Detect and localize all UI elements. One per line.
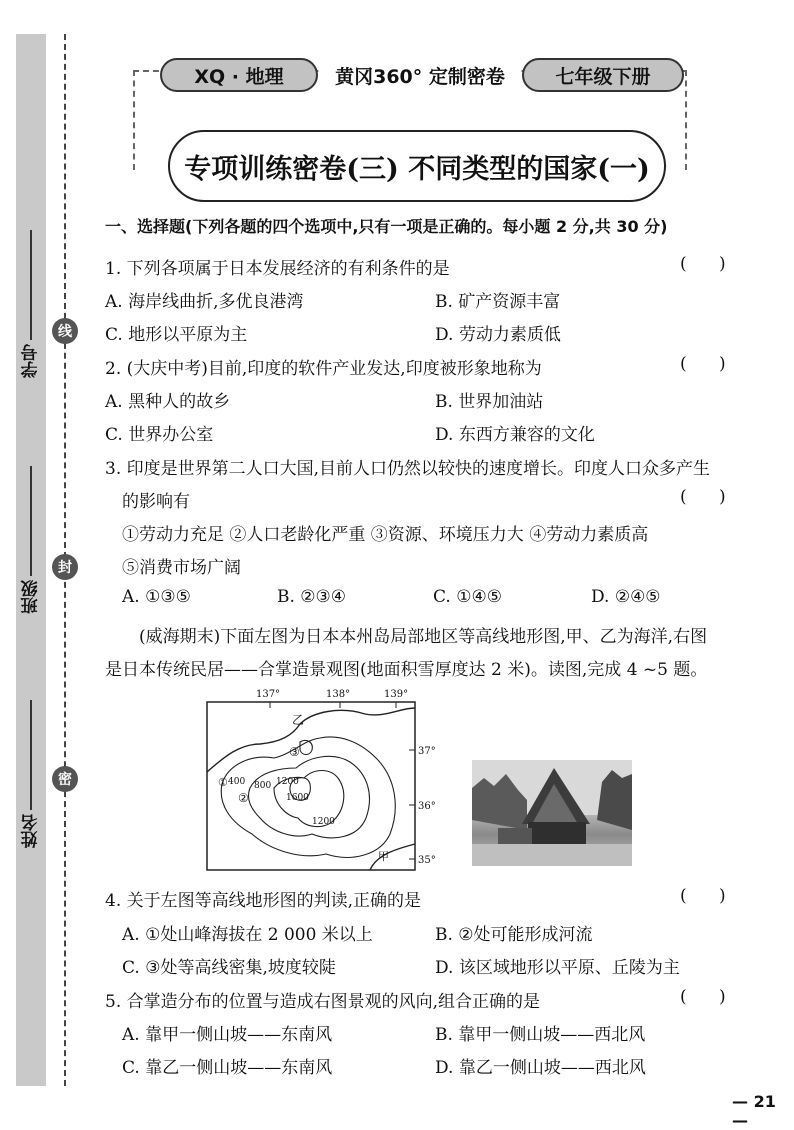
lon-label-138: 138° xyxy=(326,689,351,700)
q5-option-a: A. 靠甲一侧山坡——东南风 xyxy=(122,1025,333,1045)
seal-char-line: 线 xyxy=(52,318,78,344)
lat-label-35: 35° xyxy=(418,855,436,866)
q4-option-c: C. ③处等高线密集,坡度较陡 xyxy=(122,958,336,978)
q3-items-line1: ①劳动力充足 ②人口老龄化严重 ③资源、环境压力大 ④劳动力素质高 xyxy=(122,525,649,545)
contour-label-800: 800 xyxy=(254,781,272,791)
subject-tag: XQ · 地理 xyxy=(160,58,318,92)
lat-label-37: 37° xyxy=(418,746,436,757)
class-line xyxy=(30,466,32,576)
q3-option-d: D. ②④⑤ xyxy=(591,587,661,607)
class-label: 班级 xyxy=(21,580,42,614)
sea-label-yi: 乙 xyxy=(292,713,305,727)
lat-label-36: 36° xyxy=(418,801,436,812)
q1-option-d: D. 劳动力素质低 xyxy=(435,325,561,345)
intro-line2: 是日本传统民居——合掌造景观图(地面积雪厚度达 2 米)。读图,完成 4 ~5 题。 xyxy=(105,660,708,680)
q1-option-b: B. 矿产资源丰富 xyxy=(435,292,561,312)
seal-char-secret: 密 xyxy=(52,766,78,792)
q1-option-a: A. 海岸线曲折,多优良港湾 xyxy=(105,292,304,312)
q3-stem-line2: 的影响有 xyxy=(122,492,190,512)
sea-label-jia: 甲 xyxy=(378,850,389,863)
q4-answer-blank[interactable]: ( ) xyxy=(680,886,726,906)
q2-stem: 2. (大庆中考)目前,印度的软件产业发达,印度被形象地称为 xyxy=(105,359,542,379)
q2-option-a: A. 黑种人的故乡 xyxy=(105,392,231,412)
gassho-house-photo xyxy=(472,760,632,866)
house-body xyxy=(528,822,586,844)
contour-label-400: 400 xyxy=(228,777,246,787)
intro-line1: (威海期末)下面左图为日本本州岛局部地区等高线地形图,甲、乙为海洋,右图 xyxy=(139,627,708,647)
q3-stem-line1: 3. 印度是世界第二人口大国,目前人口仍然以较快的速度增长。印度人口众多产生 xyxy=(105,459,711,479)
q4-stem: 4. 关于左图等高线地形图的判读,正确的是 xyxy=(105,891,422,911)
student-id-field xyxy=(14,230,48,378)
grade-tag: 七年级下册 xyxy=(522,58,684,92)
q5-option-d: D. 靠乙一侧山坡——西北风 xyxy=(435,1058,646,1078)
snow-ground xyxy=(472,844,632,866)
point-label-2: ② xyxy=(238,791,249,805)
q1-stem: 1. 下列各项属于日本发展经济的有利条件的是 xyxy=(105,259,450,279)
q4-option-a: A. ①处山峰海拔在 2 000 米以上 xyxy=(122,925,373,945)
contour-label-1200a: 1200 xyxy=(276,777,299,787)
contour-map xyxy=(200,684,450,874)
q5-option-c: C. 靠乙一侧山坡——东南风 xyxy=(122,1058,333,1078)
name-field xyxy=(14,700,48,848)
q5-option-b: B. 靠甲一侧山坡——西北风 xyxy=(435,1025,646,1045)
q3-items-line2: ⑤消费市场广阔 xyxy=(122,558,241,578)
gassho-house-illustration xyxy=(472,760,632,866)
contour-label-1600: 1600 xyxy=(286,793,309,803)
student-id-label: 学号 xyxy=(21,344,42,378)
student-id-line xyxy=(30,230,32,340)
q2-option-c: C. 世界办公室 xyxy=(105,425,214,445)
q3-option-c: C. ①④⑤ xyxy=(433,587,502,607)
name-label: 姓名 xyxy=(21,814,42,848)
page-title: 专项训练密卷(三) 不同类型的国家(一) xyxy=(168,130,666,202)
section-heading: 一、选择题(下列各题的四个选项中,只有一项是正确的。每小题 2 分,共 30 分) xyxy=(105,217,668,236)
q5-answer-blank[interactable]: ( ) xyxy=(680,987,726,1007)
q4-option-b: B. ②处可能形成河流 xyxy=(435,925,593,945)
q2-option-d: D. 东西方兼容的文化 xyxy=(435,425,595,445)
shed xyxy=(498,828,532,844)
point-label-3: ③ xyxy=(289,745,300,759)
q1-answer-blank[interactable]: ( ) xyxy=(680,254,726,274)
point-label-1: ① xyxy=(218,776,228,789)
q4-option-d: D. 该区域地形以平原、丘陵为主 xyxy=(435,958,680,978)
q2-option-b: B. 世界加油站 xyxy=(435,392,544,412)
contour-label-1200b: 1200 xyxy=(312,817,335,827)
series-name: 黄冈360° 定制密卷 xyxy=(320,58,520,92)
q3-option-b: B. ②③④ xyxy=(277,587,347,607)
q1-option-c: C. 地形以平原为主 xyxy=(105,325,248,345)
page-number: — 21 — xyxy=(732,1092,776,1130)
lon-label-139: 139° xyxy=(384,689,409,700)
seal-char-seal: 封 xyxy=(52,554,78,580)
q5-stem: 5. 合掌造分布的位置与造成右图景观的风向,组合正确的是 xyxy=(105,992,541,1012)
lon-label-137: 137° xyxy=(256,689,281,700)
q2-answer-blank[interactable]: ( ) xyxy=(680,354,726,374)
name-line xyxy=(30,700,32,810)
class-field xyxy=(14,466,48,614)
q3-answer-blank[interactable]: ( ) xyxy=(680,487,726,507)
q3-option-a: A. ①③⑤ xyxy=(122,587,191,607)
